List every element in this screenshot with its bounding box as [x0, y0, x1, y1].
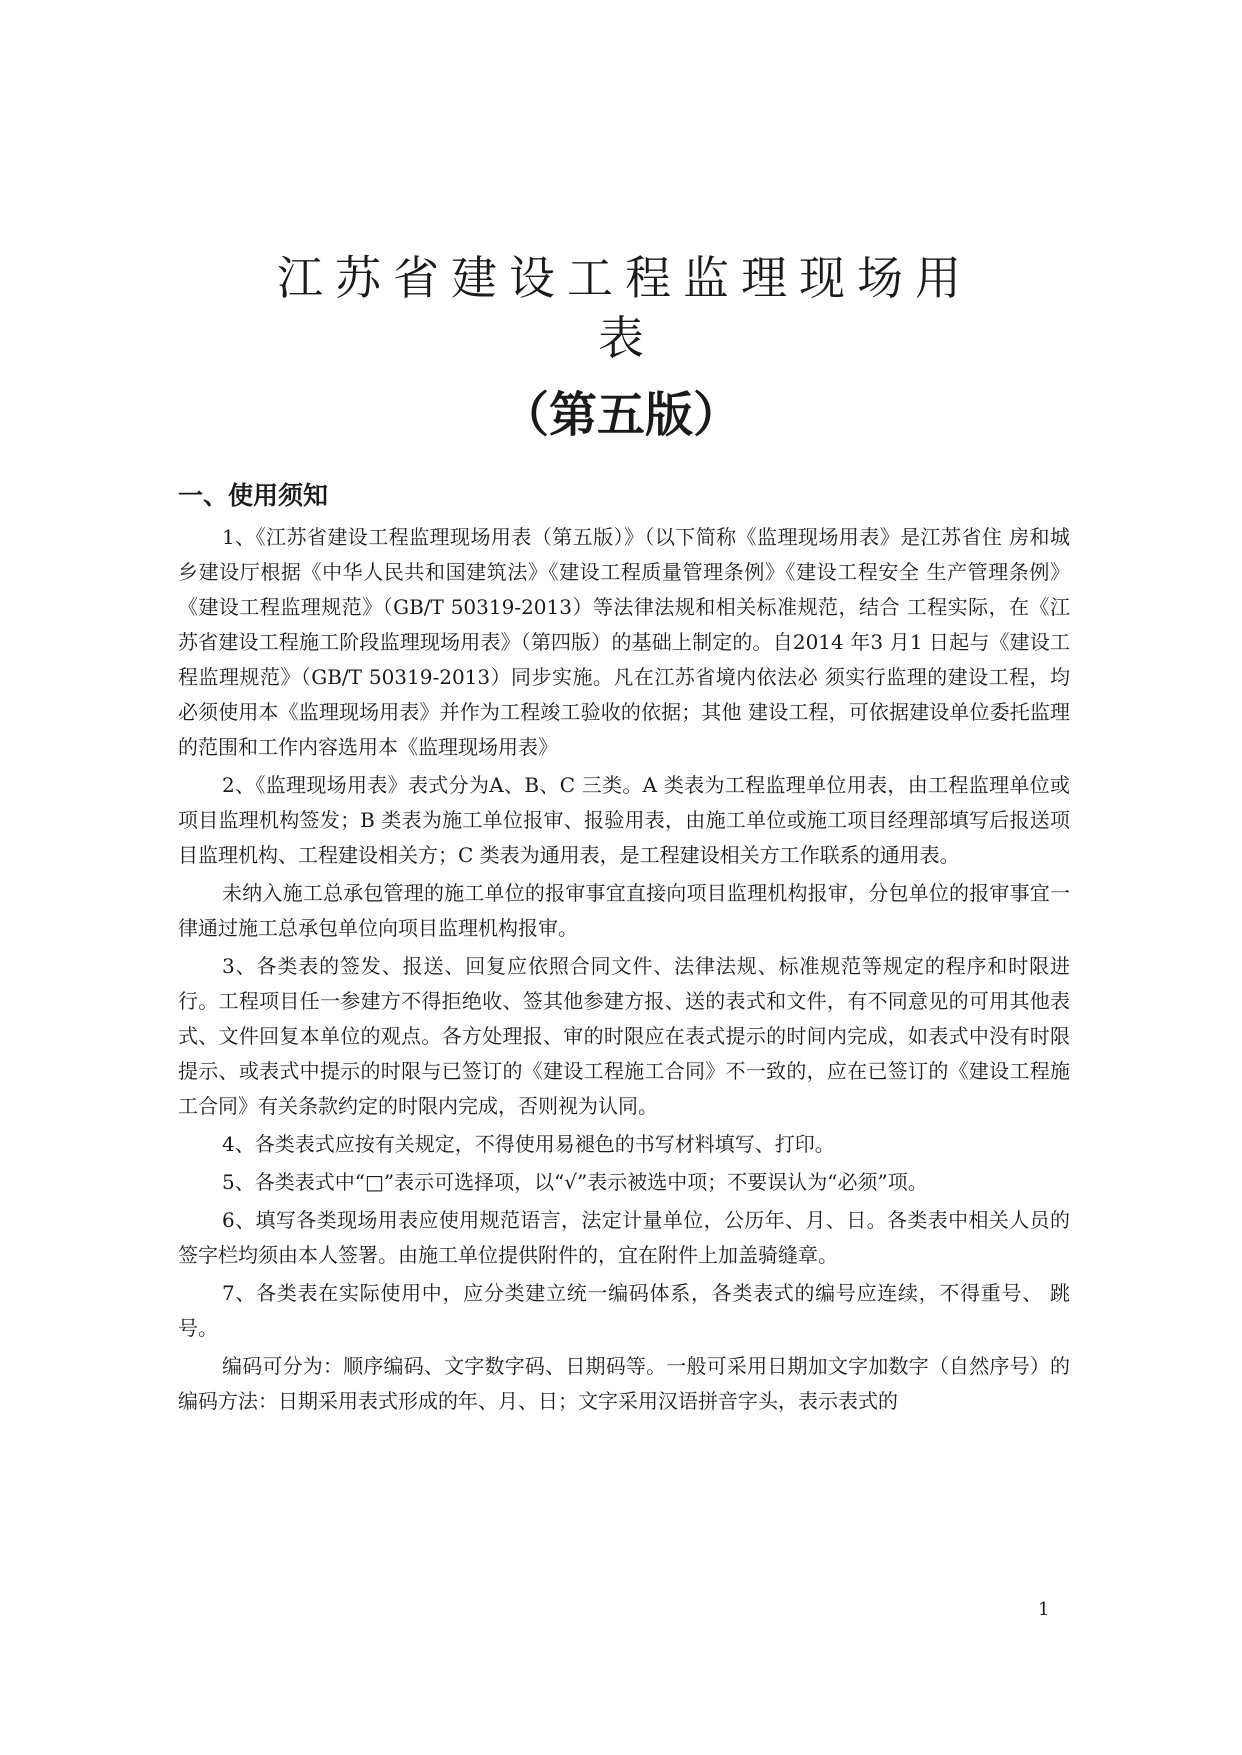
page-number: 1 — [1038, 1599, 1050, 1620]
paragraph-8: 7、各类表在实际使用中，应分类建立统一编码体系，各类表式的编号应连续，不得重号、 跳号。 — [178, 1281, 1070, 1340]
body-text — [178, 520, 1070, 1422]
paragraph-9: 编码可分为：顺序编码、文字数字码、日期码等。一般可采用日期加文字加数字（自然序号）的编码方法：日期采用表式形成的年、月、日；文字采用汉语拼音字头，表示表式的 — [178, 1354, 1070, 1413]
edition-label: （第五版） — [500, 387, 741, 443]
paragraph-5: 4、各类表式应按有关规定，不得使用易褪色的书写材料填写、打印。 — [222, 1132, 835, 1156]
paragraph-6: 5、各类表式中“□”表示可选择项，以“√”表示被选中项；不要误认为“必须”项。 — [222, 1170, 928, 1194]
paragraph-4: 3、各类表的签发、报送、回复应依照合同文件、法律法规、标准规范等规定的程序和时限进行。工程项目任一参建方不得拒绝收、签其他参建方报、送的表式和文件，有不同意见的可用其他表式、文件回复本单位的观点。各方处理报、审的时限应在表式提示的时间内完成，如表式中没有时限提示、或表式中提示的时限与已签订的《建设工程施工合同》不一致的，应在已签订的《建设工程施工合同》有关条款约定的时限内完成，否则视为认同。 — [178, 954, 1070, 1118]
paragraph-2: 2、《监理现场用表》表式分为A、B、C 三类。A 类表为工程监理单位用表，由工程监理单位或项目监理机构签发；B 类表为施工单位报审、报验用表，由施工单位或施工项目经理部填写后报送项目监理机构、工程建设相关方；C 类表为通用表，是工程建设相关方工作联系的通用表。 — [178, 773, 1070, 867]
paragraph-3: 未纳入施工总承包管理的施工单位的报审事宜直接向项目监理机构报审，分包单位的报审事宜一律通过施工总承包单位向项目监理机构报审。 — [178, 881, 1070, 940]
section-heading: 一、使用须知 — [178, 481, 329, 510]
document-title-continued: 表 — [598, 311, 644, 365]
document-title: 江苏省建设工程监理现场用 — [277, 251, 973, 305]
paragraph-7: 6、填写各类现场用表应使用规范语言，法定计量单位，公历年、月、日。各类表中相关人员的签字栏均须由本人签署。由施工单位提供附件的，宜在附件上加盖骑缝章。 — [178, 1208, 1070, 1267]
paragraph-1: 1、《江苏省建设工程监理现场用表（第五版）》（以下简称《监理现场用表》是江苏省住 房和城乡建设厅根据《中华人民共和国建筑法》《建设工程质量管理条例》《建设工程安全 生产管理条例》《建设工程监理规范》（GB/T 50319-2013）等法律法规和相关标准规范，结合 工程实际，在《江苏省建设工程施工阶段监理现场用表》（第四版）的基础上制定的。自2014 年3 月1 日起与《建设工程监理规范》（GB/T 50319-2013）同步实施。凡在江苏省境内依法必 须实行监理的建设工程，均必须使用本《监理现场用表》并作为工程竣工验收的依据；其他 建设工程，可依据建设单位委托监理的范围和工作内容选用本《监理现场用表》 — [178, 525, 1070, 759]
